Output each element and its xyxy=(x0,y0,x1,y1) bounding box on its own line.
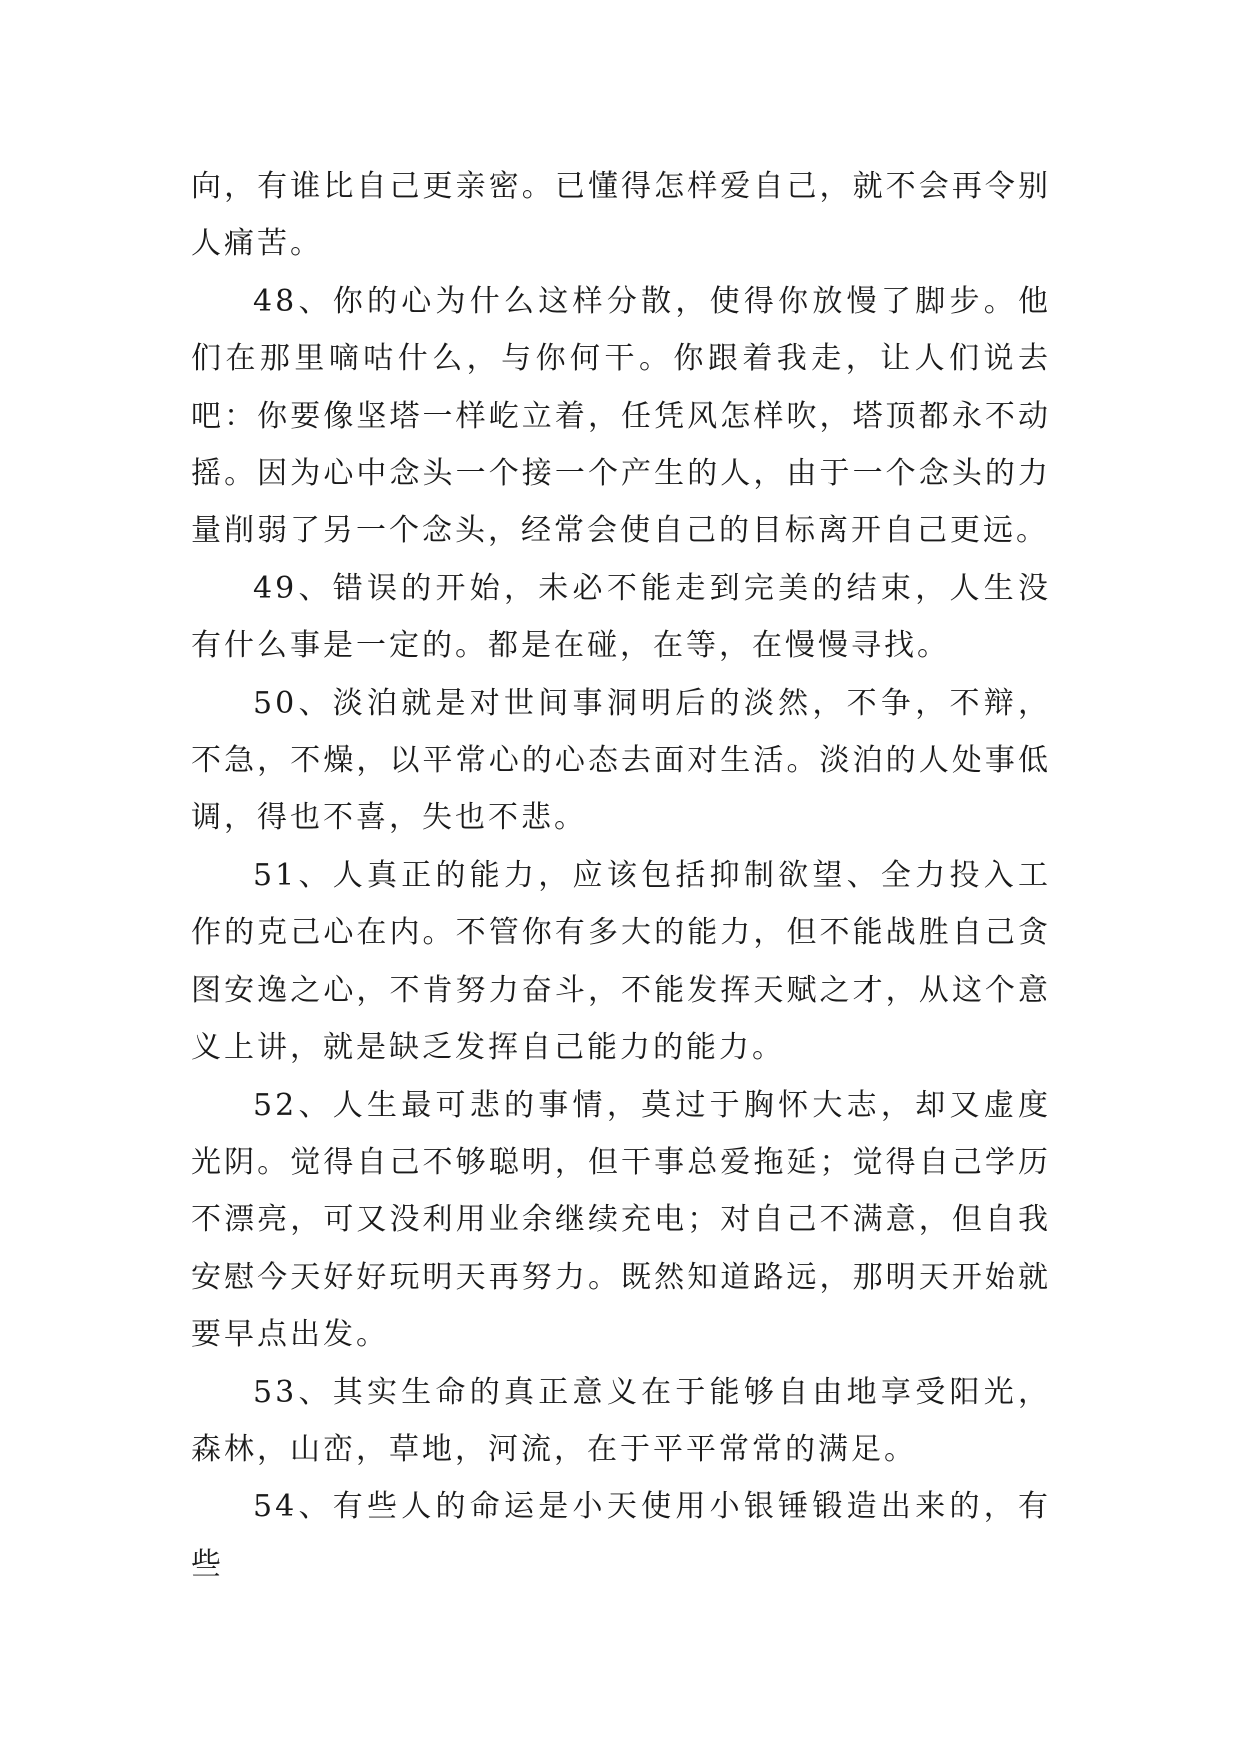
paragraph-49: 49、错误的开始，未必不能走到完美的结束，人生没有什么事是一定的。都是在碰，在等，在慢慢寻找。 xyxy=(191,570,1051,664)
paragraph-53: 53、其实生命的真正意义在于能够自由地享受阳光，森林，山峦，草地，河流，在于平平常常的满足。 xyxy=(191,1374,1051,1467)
paragraph-52: 52、人生最可悲的事情，莫过于胸怀大志，却又虚度光阴。觉得自己不够聪明，但干事总爱拖延；觉得自己学历不漂亮，可又没利用业余继续充电；对自己不满意，但自我安慰今天好好玩明天再努力。既然知道路远，那明天开始就要早点出发。 xyxy=(191,1087,1051,1353)
paragraph-50: 50、淡泊就是对世间事洞明后的淡然，不争，不辩，不急，不燥，以平常心的心态去面对生活。淡泊的人处事低调，得也不喜，失也不悲。 xyxy=(191,685,1051,836)
paragraph-51: 51、人真正的能力，应该包括抑制欲望、全力投入工作的克己心在内。不管你有多大的能力，但不能战胜自己贪图安逸之心，不肯努力奋斗，不能发挥天赋之才，从这个意义上讲，就是缺乏发挥自己能力的能力。 xyxy=(191,857,1051,1066)
document-body xyxy=(191,158,1051,1593)
paragraph-48: 48、你的心为什么这样分散，使得你放慢了脚步。他们在那里嘀咕什么，与你何干。你跟着我走，让人们说去吧：你要像坚塔一样屹立着，任凭风怎样吹，塔顶都永不动摇。因为心中念头一个接一个产生的人，由于一个念头的力量削弱了另一个念头，经常会使自己的目标离开自己更远。 xyxy=(191,283,1051,549)
paragraph-continuation: 向，有谁比自己更亲密。已懂得怎样爱自己，就不会再令别人痛苦。 xyxy=(191,169,1051,262)
paragraph-54: 54、有些人的命运是小天使用小银锤锻造出来的，有些 xyxy=(191,1489,1051,1582)
